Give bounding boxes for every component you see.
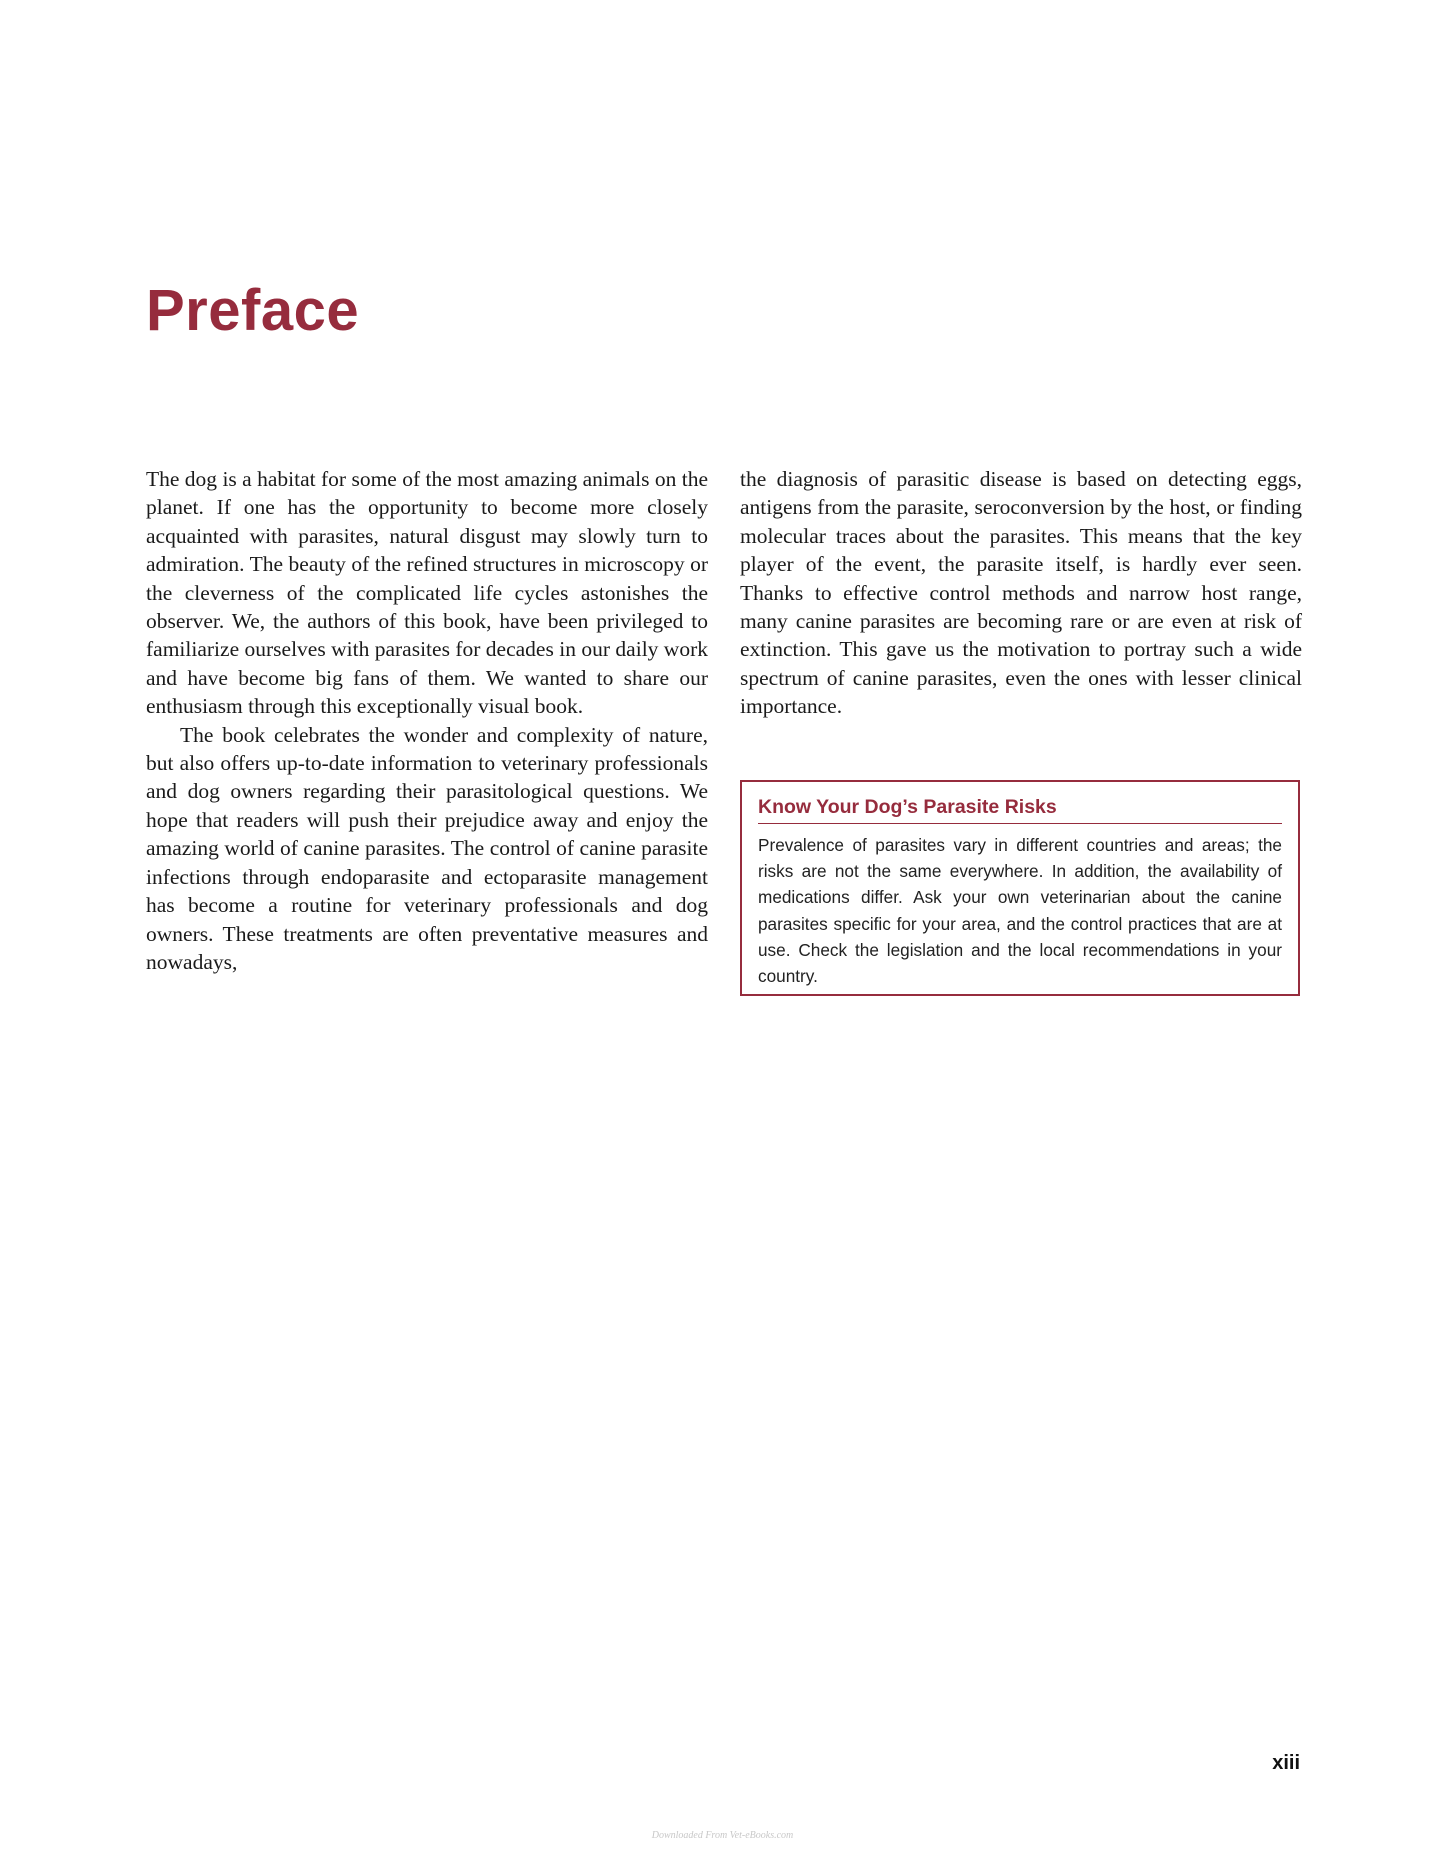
paragraph-2: The book celebrates the wonder and complexity of nature, but also offers up-to-date information to veterinary professionals and dog owners regarding their parasitological questions. We hope that readers will push their prejudice away and enjoy the amazing world of canine parasites. The control of canine parasite infections through endoparasite and ectoparasite management has become a routine for veterinary professionals and dog owners. These treatments are often preventative measures and nowadays,	[146, 722, 708, 974]
download-watermark: Downloaded From Vet-eBooks.com	[651, 1830, 794, 1841]
paragraph-1: The dog is a habitat for some of the most amazing animals on the planet. If one has the opportunity to become more closely acquainted with parasites, natural disgust may slowly turn to admiration. The beauty of the refined structures in microscopy or the cleverness of the complicated life cycles astonishes the observer. We, the authors of this book, have been privileged to familiarize ourselves with parasites for decades in our daily work and have become big fans of them. We wanted to share our enthusiasm through this exceptionally visual book.	[146, 467, 708, 719]
page-number: xiii	[1272, 1752, 1300, 1774]
page-title: Preface	[146, 278, 360, 343]
paragraph-3: the diagnosis of parasitic disease is based on detecting eggs, antigens from the parasite, seroconversion by the host, or finding molecular traces about the parasites. This means that the key player of the event, the parasite itself, is hardly ever seen. Thanks to effective control methods and narrow host range, many canine parasites are becoming rare or are even at risk of extinction. This gave us the motivation to portray such a wide spectrum of canine parasites, even the ones with lesser clinical importance.	[740, 467, 1302, 719]
infobox-body: Prevalence of parasites vary in different countries and areas; the risks are not the same everywhere. In addition, the availability of medications differ. Ask your own veterinarian about the canine parasites specific for your area, and the control practices that are at use. Check the legislation and the local recommendations in your country.	[758, 835, 1282, 987]
right-text-column	[740, 465, 1302, 721]
infobox-title: Know Your Dog’s Parasite Risks	[758, 794, 1282, 824]
parasite-risks-infobox	[740, 780, 1300, 996]
left-text-column	[146, 465, 708, 976]
